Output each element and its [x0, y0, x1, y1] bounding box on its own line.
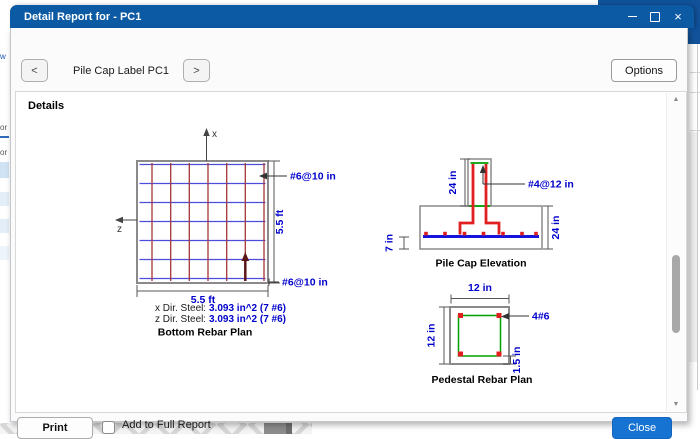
background-table-row	[0, 219, 9, 233]
tie-spacing-label: #4@12 in	[528, 178, 574, 191]
rebar-section-dots	[424, 232, 538, 236]
top-rebar-callout-label: #6@10 in	[290, 170, 336, 183]
add-to-full-report-label: Add to Full Report	[122, 419, 211, 431]
x-steel-label: x Dir. Steel	[155, 303, 204, 314]
next-item-button[interactable]: >	[183, 59, 210, 82]
pile-cap-label: Pile Cap Label PC1	[73, 64, 170, 77]
corner-bar-label: 4#6	[532, 310, 550, 323]
background-table-row	[0, 246, 9, 260]
background-table-row	[0, 192, 9, 206]
x-steel-value: 3.093 in^2 (7 #6)	[209, 303, 286, 314]
z-axis-arrow	[115, 217, 137, 235]
pile-cap-elevation-drawing	[384, 159, 574, 270]
detail-report-dialog	[10, 5, 694, 434]
scroll-up-icon[interactable]: ▲	[672, 96, 680, 103]
background-grid-selected-cell	[264, 423, 292, 434]
bottom-rebar-callout-label: #6@10 in	[282, 276, 328, 289]
bottom-rebar-plan-drawing	[115, 128, 336, 339]
close-button[interactable]: Close	[612, 417, 672, 439]
cap-depth-label: 24 in	[550, 215, 562, 240]
background-text-fragment: or	[0, 123, 8, 132]
pedestal-tie-outline	[459, 316, 501, 357]
bar-direction-arrow	[242, 252, 250, 281]
x-steel-separator: :	[203, 303, 206, 314]
z-steel-value: 3.093 in^2 (7 #6)	[209, 314, 286, 325]
background-divider-line	[697, 44, 698, 390]
height-dimension-label: 5.5 ft	[274, 209, 286, 235]
report-panel	[15, 91, 687, 413]
pedestal-rebar-plan-title: Pedestal Rebar Plan	[431, 374, 533, 386]
pedestal-cover-label: 1.5 in	[511, 346, 523, 374]
top-rebar-callout	[259, 171, 336, 183]
background-accent-line	[0, 136, 9, 138]
pile-cap-elevation-title: Pile Cap Elevation	[435, 257, 527, 270]
minimize-icon[interactable]	[626, 11, 638, 23]
z-direction-bars	[140, 165, 266, 279]
scroll-down-icon[interactable]: ▼	[672, 401, 680, 408]
pedestal-height-label: 24 in	[447, 170, 459, 195]
background-text-fragment: w	[0, 52, 6, 61]
corner-bar-dots	[458, 313, 502, 357]
scrollbar-thumb[interactable]	[672, 255, 680, 333]
dialog-body	[10, 28, 688, 434]
pedestal-width-dimension	[451, 295, 509, 304]
window-controls	[626, 8, 694, 24]
previous-item-button[interactable]: <	[21, 59, 48, 82]
pedestal-width-label: 12 in	[468, 282, 492, 294]
background-text-fragment: or	[0, 148, 8, 157]
options-button[interactable]: Options	[611, 59, 677, 82]
cover-dimension-label: 7 in	[383, 233, 396, 253]
section-heading: Details	[28, 100, 65, 112]
x-axis-arrow	[203, 128, 217, 161]
bottom-rebar-plan-title: Bottom Rebar Plan	[157, 326, 253, 339]
pedestal-outline	[468, 159, 491, 206]
bottom-rebar-callout	[269, 277, 328, 289]
x-axis-label: x	[212, 129, 217, 140]
close-icon[interactable]: ×	[674, 8, 682, 24]
cap-outline	[420, 206, 542, 249]
z-axis-label: z	[117, 224, 122, 235]
print-button[interactable]: Print	[17, 417, 93, 439]
z-steel-separator: :	[203, 314, 206, 325]
tie-spacing-callout	[480, 165, 574, 191]
add-to-full-report-checkbox[interactable]	[102, 421, 115, 434]
maximize-icon[interactable]	[649, 11, 661, 23]
background-table-row	[0, 162, 9, 178]
cover-dimension	[399, 237, 409, 249]
dialog-title: Detail Report for - PC1	[24, 10, 142, 23]
width-dimension-label: 5.5 ft	[190, 294, 216, 306]
z-steel-label: z Dir. Steel	[155, 314, 204, 325]
report-drawings	[16, 92, 687, 413]
pedestal-rebar-plan-drawing	[426, 282, 550, 386]
dialog-titlebar[interactable]	[10, 5, 694, 28]
pedestal-height-label2: 12 in	[425, 323, 438, 348]
pedestal-height-dimension2	[439, 307, 449, 364]
vertical-scrollbar[interactable]	[666, 93, 685, 411]
